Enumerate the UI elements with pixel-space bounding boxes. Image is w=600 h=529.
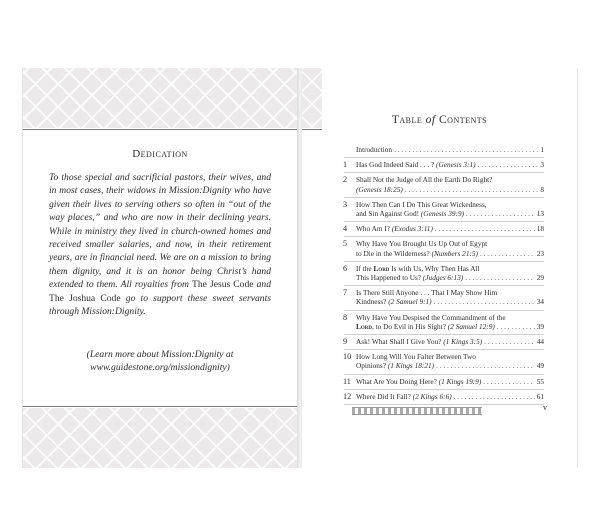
dot-leader — [484, 337, 535, 346]
toc-entry-title-cont — [356, 297, 432, 306]
dot-leader — [497, 322, 535, 331]
toc-entry-title-text: How Long Will You Falter Between Two — [356, 352, 476, 362]
toc-entry-title-text: This Happened to Us? — [356, 273, 423, 283]
toc-entry-title — [356, 313, 506, 322]
toc-entry-title-text: Why Have You Despised the Commandment of the — [356, 312, 506, 322]
divider-rule-edge — [302, 129, 322, 130]
contents-page — [302, 68, 577, 468]
dot-leader — [465, 273, 535, 282]
scripture-reference: (1 Kings 3:5) — [443, 337, 483, 347]
toc-entry-title-text: and Sin Against God! — [356, 209, 421, 219]
toc-entry-number: 6 — [343, 263, 348, 273]
toc-page-number: 34 — [536, 297, 544, 307]
toc-entry-number: 5 — [343, 239, 348, 249]
page-number: v — [543, 403, 547, 412]
toc-entry-title-text: What Are You Doing Here? — [356, 376, 439, 386]
toc-entry-line-2 — [356, 322, 544, 331]
toc-entry-line — [356, 264, 544, 273]
toc-entry-number: 7 — [343, 288, 348, 298]
dot-leader — [483, 377, 534, 386]
toc-entry — [344, 222, 544, 237]
toc-entry-title-text: Why Have You Brought Us Up Out of Egypt — [356, 239, 488, 249]
dot-leader — [480, 249, 535, 258]
scripture-reference: (Judges 6:13) — [422, 273, 464, 283]
dot-leader — [436, 361, 535, 370]
scripture-reference: (Numbers 21:5) — [431, 248, 478, 258]
toc-entry-title — [356, 145, 392, 154]
toc-entry-number: 11 — [343, 376, 351, 386]
toc-entry-line — [356, 392, 544, 401]
lord-small-caps: Lord — [373, 263, 390, 273]
scripture-reference: (Genesis 3:1) — [436, 160, 476, 170]
toc-entry-line-2 — [356, 249, 544, 258]
dedication-text — [49, 171, 271, 318]
toc-entry-title-cont — [356, 185, 403, 194]
dedication-text-part-2: go to support these sweet servants through Mission:Dignity. — [49, 292, 271, 318]
toc-entry-title-cont — [356, 249, 478, 258]
toc-entry-line — [356, 337, 544, 346]
divider-rule-bottom — [23, 406, 297, 407]
toc-entry — [344, 350, 544, 374]
toc-entry-title — [356, 200, 487, 209]
scripture-reference: (Exodus 3:11) — [391, 224, 433, 234]
dedication-page — [23, 68, 297, 468]
toc-entry-title-text: Where Did It Fall? — [356, 391, 413, 401]
toc-page-number: 13 — [536, 209, 544, 219]
toc-entry-title-cont — [356, 361, 434, 370]
ornament-divider — [352, 407, 482, 415]
toc-entry-line-2 — [356, 209, 544, 218]
toc-entry-title-text: How Then Can I Do This Great Wickedness, — [356, 199, 487, 209]
toc-page-number: 1 — [540, 145, 544, 154]
toc-entry-title — [356, 377, 481, 386]
toc-entry-title-text: Lord, to Do Evil in His Sight? — [356, 321, 448, 331]
toc-entry-number: 12 — [343, 391, 352, 401]
toc-entry-line — [356, 200, 544, 209]
book-title-joshua-code: The Joshua Code — [49, 292, 121, 304]
toc-page-number: 3 — [540, 160, 544, 170]
toc-title-of: of — [425, 114, 436, 126]
dot-leader — [394, 145, 538, 154]
toc-entry-line — [356, 239, 544, 248]
toc-entry-title-text: Is There Still Anyone . . . That I May Show Him — [356, 288, 498, 298]
toc-entry-title — [356, 175, 492, 184]
toc-entry-title-cont — [356, 322, 495, 331]
toc-entry-line — [356, 160, 544, 169]
dot-leader — [466, 209, 535, 218]
dot-leader — [454, 392, 535, 401]
scripture-reference: (2 Samuel 12:9) — [447, 321, 495, 331]
toc-entry-line — [356, 377, 544, 386]
toc-entry-line-2 — [356, 185, 544, 194]
toc-entry-number: 2 — [343, 175, 348, 185]
toc-entry-line — [356, 352, 544, 361]
toc-entry — [344, 198, 544, 222]
toc-entry-title — [356, 239, 487, 248]
toc-entry-title-text: Introduction — [356, 145, 393, 154]
toc-entry-title-text: to Die in the Wilderness? — [356, 248, 432, 258]
toc-entry — [344, 237, 544, 261]
toc-page-number: 23 — [536, 248, 544, 258]
scripture-reference: (2 Samuel 9:1) — [388, 297, 432, 307]
dedication-footnote: (Learn more about Mission:Dignity at www.guidestone.org/missiondignity) — [86, 349, 234, 374]
dedication-and: and — [253, 279, 272, 291]
toc-entry-title — [356, 352, 476, 361]
scripture-reference: (1 Kings 19:9) — [438, 376, 482, 386]
toc-entry-line — [356, 145, 544, 154]
toc-title-part-2: Contents — [435, 114, 488, 126]
toc-entry-line — [356, 175, 544, 184]
toc-entry-title — [356, 288, 497, 297]
toc-entry-number: 3 — [343, 199, 348, 209]
toc-entry-line — [356, 313, 544, 322]
toc-page-number: 18 — [536, 224, 544, 234]
toc-entry-line — [356, 288, 544, 297]
toc-entry-line-2 — [356, 297, 544, 306]
toc-entry-line-2 — [356, 273, 544, 282]
toc-entry — [344, 390, 544, 405]
toc-title — [302, 114, 577, 126]
toc-page-number: 8 — [540, 184, 544, 194]
toc-entry-title-text: Opinions? — [356, 361, 388, 371]
dedication-title: Dedication — [132, 148, 188, 160]
scripture-reference: (Genesis 18:25) — [356, 184, 403, 194]
toc-page-number: 39 — [536, 321, 544, 331]
scripture-reference: (Genesis 39:9) — [420, 209, 465, 219]
scripture-reference: (1 Kings 18:21) — [387, 361, 435, 371]
toc-entry-number: 1 — [343, 160, 348, 170]
divider-rule — [23, 129, 297, 130]
toc-title-part-1: Table — [391, 114, 426, 126]
toc-entry-title-cont — [356, 273, 463, 282]
toc-entry-number: 4 — [343, 224, 348, 234]
toc-entry — [344, 375, 544, 390]
toc-entry-title-text: Has God Indeed Said . . . ? — [356, 160, 437, 170]
toc-entry-line — [356, 224, 544, 233]
toc-entry-title — [356, 224, 433, 233]
toc-entry — [344, 286, 544, 310]
toc-page-number: 49 — [536, 361, 544, 371]
toc-entry-title-text: Shall Not the Judge of All the Earth Do Right? — [356, 175, 493, 185]
toc-page-number: 61 — [536, 391, 544, 401]
scripture-reference: (2 Kings 6:6) — [412, 391, 452, 401]
lattice-pattern-top — [23, 68, 297, 128]
toc-entry-title — [356, 337, 482, 346]
toc-entry — [344, 311, 544, 335]
toc-entry-title — [356, 264, 480, 273]
toc-entry-number: 9 — [343, 337, 348, 347]
toc-entry — [344, 143, 544, 158]
toc-entry-title — [356, 160, 476, 169]
lord-small-caps: Lord — [356, 321, 372, 331]
toc-entry-number: 8 — [343, 312, 348, 322]
toc-entry-title-text: Ask! What Shall I Give You? — [356, 337, 444, 347]
toc-page-number: 55 — [536, 376, 544, 386]
toc-entry — [344, 262, 544, 286]
toc-entry-title-cont — [356, 209, 464, 218]
toc-entry-number: 10 — [343, 352, 352, 362]
toc-entry-title-text: Kindness? — [356, 297, 389, 307]
lattice-pattern-bottom — [23, 408, 297, 468]
dedication-text-part-1: To those special and sacrificial pastors, their wives, and in most cases, their widows in Mission:Dignity who have given their lives to serving others so often in “out of the way places,” and who are now in their declining years. While in ministry they lived in church-owned homes and received smaller salaries, and now, in their retirement years, are in financial need. We are on a mission to bring them dignity, and it is an honor being Christ’s hand extended to them. All royalties from — [49, 172, 271, 291]
dot-leader — [478, 160, 539, 169]
dot-leader — [434, 297, 535, 306]
toc-page-number: 44 — [536, 337, 544, 347]
toc-entry — [344, 335, 544, 350]
toc-list — [344, 143, 544, 405]
dot-leader — [405, 185, 539, 194]
toc-entry-title-text: If the Lord Is with Us, Why Then Has All — [356, 263, 480, 273]
book-title-jesus-code: The Jesus Code — [191, 279, 254, 291]
toc-entry-title-text: Who Am I? — [356, 224, 392, 234]
toc-entry-title — [356, 392, 452, 401]
dot-leader — [435, 224, 535, 233]
toc-page-number: 29 — [536, 273, 544, 283]
toc-entry — [344, 158, 544, 173]
toc-entry-line-2 — [356, 361, 544, 370]
toc-entry — [344, 173, 544, 197]
